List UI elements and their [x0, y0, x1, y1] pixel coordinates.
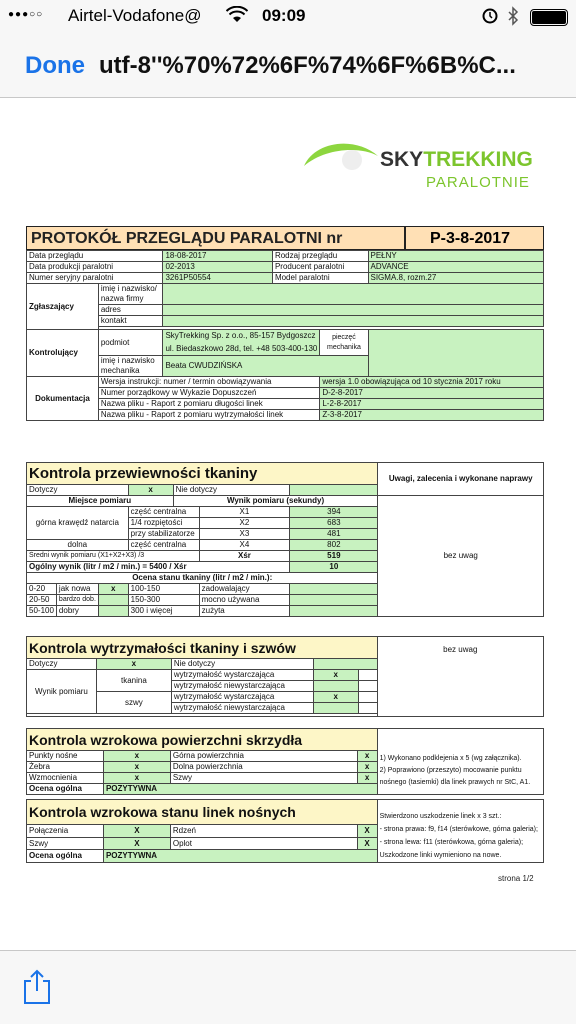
check-szwy-wystarczajaca: x [313, 692, 358, 703]
scale-range: 0-20 [27, 584, 57, 595]
section-przewiewnosc [26, 462, 544, 617]
label-rdzen: Rdzeń [170, 825, 357, 838]
label-wynik-pomiaru: Wynik pomiaru [27, 670, 97, 714]
clock: 09:09 [262, 6, 306, 25]
alarm-icon [481, 6, 499, 29]
label-szwy-3: Szwy [170, 773, 357, 784]
label-gorna-krawedz: górna krawędź natarcia [27, 507, 129, 540]
scale-range: 100-150 [128, 584, 199, 595]
label-polaczenia: Połączenia [27, 825, 104, 838]
label-gorna-powierzchnia: Górna powierzchnia [170, 751, 357, 762]
value-wersja-instrukcji: wersja 1.0 obowiązująca od 10 stycznia 2017 roku [320, 377, 544, 388]
value-ogolny-wynik: 10 [290, 562, 378, 573]
paraglider-icon [300, 136, 380, 186]
label-numer-seryjny: Numer seryjny paralotni [27, 273, 163, 284]
value-x4: 802 [290, 540, 378, 551]
value-numer-porzadkowy: D-2-8-2017 [320, 388, 544, 399]
note-linki-2: - strona prawa: f9, f14 (sterówkowe, górna galeria); [379, 826, 538, 833]
value-raport-wytrzymalosci: Z-3-8-2017 [320, 410, 544, 421]
check-tkanina-niewystarczajaca [313, 681, 358, 692]
check-dotyczy-2: x [96, 659, 171, 670]
label-wzmocnienia: Wzmocnienia [27, 773, 104, 784]
label-dotyczy: Dotyczy [27, 485, 129, 496]
scale-check [290, 584, 378, 595]
label-kontakt: kontakt [98, 316, 163, 327]
label-producent: Producent paralotni [272, 262, 368, 273]
check-wzmocnienia: x [103, 773, 170, 784]
label-dotyczy-2: Dotyczy [27, 659, 97, 670]
label-data-produkcji: Data produkcji paralotni [27, 262, 163, 273]
uwagi-wytrzymalosc: bez uwag [377, 637, 543, 717]
label-szwy-wystarczajaca: wytrzymałość wystarczająca [171, 692, 313, 703]
logo-sky: SKY [380, 148, 424, 171]
scale-label: dobry [56, 606, 98, 617]
note-2: 2) Poprawiono (przeszyto) mocowanie punktu [379, 767, 522, 774]
logo-paralotnie: PARALOTNIE [426, 174, 530, 191]
scale-label: zadowalający [199, 584, 290, 595]
section-title-przewiewnosc: Kontrola przewiewności tkaniny [27, 463, 378, 485]
section-title-linki: Kontrola wzrokowa stanu linek nośnych [27, 800, 378, 825]
value-raport-dlugosci: L-2-8-2017 [320, 399, 544, 410]
label-sredni-wynik: Średni wynik pomiaru (X1+X2+X3) /3 [27, 551, 200, 562]
note-linki-4: Uszkodzone linki wymieniono na nowe. [379, 852, 502, 859]
uwagi-powierzchnia [377, 729, 543, 795]
value-adres [163, 305, 544, 316]
protocol-number: P-3-8-2017 [405, 227, 543, 249]
check-nie-dotyczy [290, 485, 378, 496]
value-data-przegladu: 18-08-2017 [163, 251, 272, 262]
label-rozpietosc: 1/4 rozpiętości [128, 518, 199, 529]
value-ocena-ogolna-4: POZYTYWNA [103, 850, 377, 863]
label-zebra: Żebra [27, 762, 104, 773]
label-data-przegladu: Data przeglądu [27, 251, 163, 262]
nav-bar [0, 34, 576, 98]
label-raport-wytrzymalosci: Nazwa pliku - Raport z pomiaru wytrzymałości linek [98, 410, 320, 421]
check-polaczenia: X [103, 825, 170, 838]
label-ocena-ogolna-4: Ocena ogólna [27, 850, 104, 863]
label-wersja-instrukcji: Wersja instrukcji: numer / termin obowiązywania [98, 377, 320, 388]
scale-range: 300 i więcej [128, 606, 199, 617]
check-dolna-powierzchnia: x [357, 762, 377, 773]
label-nie-dotyczy-2: Nie dotyczy [171, 659, 313, 670]
scale-check [290, 595, 378, 606]
empty [358, 703, 377, 714]
uwagi-przewiewnosc: bez uwag [378, 496, 544, 617]
label-czesc-centralna-2: część centralna [128, 540, 199, 551]
label-dokumentacja: Dokumentacja [27, 377, 99, 421]
protocol-header [26, 226, 544, 250]
label-model: Model paralotni [272, 273, 368, 284]
scale-check [98, 595, 128, 606]
scale-label: bardzo dob. [56, 595, 98, 606]
check-szwy-niewystarczajaca [313, 703, 358, 714]
label-tkanina: tkanina [96, 670, 171, 692]
signal-icon: ●●●○○ [8, 9, 44, 20]
bluetooth-icon [507, 6, 519, 31]
value-ocena-ogolna-3: POZYTYWNA [103, 784, 377, 795]
check-oplot: X [357, 837, 377, 850]
label-dolna: dolna [27, 540, 129, 551]
label-czesc-centralna-1: część centralna [128, 507, 199, 518]
value-data-produkcji: 02-2013 [163, 262, 272, 273]
note-3: nośnego (tasiemki) dla linek prawych nr StC, A1. [379, 779, 531, 786]
note-1: 1) Wykonano podklejenia x 5 (wg załącznika). [379, 755, 522, 762]
section-powierzchnia [26, 728, 544, 795]
check-nie-dotyczy-2 [313, 659, 377, 670]
empty [358, 670, 377, 681]
label-raport-dlugosci: Nazwa pliku - Raport z pomiaru długości linek [98, 399, 320, 410]
label-imie-mechanika: imię i nazwisko mechanika [98, 356, 163, 377]
label-x3: X3 [199, 529, 290, 540]
label-pieczec: pieczęć mechanika [320, 330, 368, 356]
value-x1: 394 [290, 507, 378, 518]
label-nie-dotyczy: Nie dotyczy [173, 485, 290, 496]
label-ocena-tkaniny: Ocena stanu tkaniny (litr / m2 / min.): [27, 573, 378, 584]
status-bar [0, 0, 576, 34]
scale-range: 50-100 [27, 606, 57, 617]
label-stabilizator: przy stabilizatorze [128, 529, 199, 540]
check-zebra: x [103, 762, 170, 773]
label-szwy: szwy [96, 692, 171, 714]
label-szwy-4: Szwy [27, 837, 104, 850]
value-imie-nazwa [163, 284, 544, 305]
scale-range: 20-50 [27, 595, 57, 606]
empty [358, 681, 377, 692]
scale-label: jak nowa [56, 584, 98, 595]
document-title: utf-8''%70%72%6F%74%6F%6B%C... [99, 52, 516, 79]
section-linki [26, 799, 544, 863]
empty [358, 692, 377, 703]
value-kontakt [163, 316, 544, 327]
value-mechanik: Beata CWUDZIŃSKA [163, 356, 368, 377]
note-linki-3: - strona lewa: f11 (sterówkowa, górna galeria); [379, 839, 524, 846]
value-pieczec [368, 330, 544, 377]
label-tkanina-niewystarczajaca: wytrzymałość niewystarczająca [171, 681, 313, 692]
value-podmiot-2: ul. Biedaszkowo 28d, tel. +48 503-400-130 [163, 343, 320, 356]
section-wytrzymalosc [26, 636, 544, 717]
label-kontrolujacy: Kontrolujący [27, 330, 99, 377]
scale-label: zużyta [199, 606, 290, 617]
value-x3: 481 [290, 529, 378, 540]
label-punkty-nosne: Punkty nośne [27, 751, 104, 762]
value-sredni-wynik: 519 [290, 551, 378, 562]
label-zglaszajacy: Zgłaszający [27, 284, 99, 330]
uwagi-header: Uwagi, zalecenia i wykonane naprawy [378, 463, 544, 496]
share-icon[interactable] [22, 969, 52, 1010]
scale-check: x [98, 584, 128, 595]
check-rdzen: X [357, 825, 377, 838]
check-punkty-nosne: x [103, 751, 170, 762]
check-gorna-powierzchnia: x [357, 751, 377, 762]
value-producent: ADVANCE [368, 262, 544, 273]
section-title-wytrzymalosc: Kontrola wytrzymałości tkaniny i szwów [27, 637, 378, 659]
label-ocena-ogolna-3: Ocena ogólna [27, 784, 104, 795]
value-rodzaj: PEŁNY [368, 251, 544, 262]
scale-label: mocno używana [199, 595, 290, 606]
value-model: SIGMA.8, rozm.27 [368, 273, 544, 284]
scale-check [98, 606, 128, 617]
info-table [26, 250, 544, 421]
label-x2: X2 [199, 518, 290, 529]
bottom-toolbar [0, 950, 576, 1024]
check-szwy-4: X [103, 837, 170, 850]
battery-icon [530, 9, 568, 26]
wifi-icon [226, 6, 248, 29]
label-ogolny-wynik: Ogólny wynik (litr / m2 / min.) = 5400 / Xśr [27, 562, 290, 573]
spacer [27, 714, 378, 717]
label-podmiot: podmiot [98, 330, 163, 356]
label-imie-nazwa: imię i nazwisko/ nazwa firmy [98, 284, 163, 305]
label-wynik-sekundy: Wynik pomiaru (sekundy) [173, 496, 378, 507]
label-tkanina-wystarczajaca: wytrzymałość wystarczająca [171, 670, 313, 681]
check-dotyczy: x [128, 485, 173, 496]
label-rodzaj: Rodzaj przeglądu [272, 251, 368, 262]
carrier-name: Airtel-Vodafone@ [68, 6, 202, 25]
logo-trekking: TREKKING [423, 148, 533, 171]
value-numer-seryjny: 3261P50554 [163, 273, 272, 284]
section-title-powierzchnia: Kontrola wzrokowa powierzchni skrzydła [27, 729, 378, 751]
label-szwy-niewystarczajaca: wytrzymałość niewystarczająca [171, 703, 313, 714]
label-x4: X4 [199, 540, 290, 551]
scale-range: 150-300 [128, 595, 199, 606]
label-x1: X1 [199, 507, 290, 518]
skytrekking-logo [298, 136, 538, 196]
done-button[interactable]: Done [25, 52, 85, 79]
page-number: strona 1/2 [498, 874, 534, 883]
note-linki-1: Stwierdzono uszkodzenie linek x 3 szt.: [379, 813, 502, 820]
label-numer-porzadkowy: Numer porządkowy w Wykazie Dopuszczeń [98, 388, 320, 399]
label-miejsce-pomiaru: Miejsce pomiaru [27, 496, 174, 507]
label-dolna-powierzchnia: Dolna powierzchnia [170, 762, 357, 773]
value-podmiot-1: SkyTrekking Sp. z o.o., 85-157 Bydgoszcz [163, 330, 320, 343]
label-xsr: Xśr [199, 551, 290, 562]
label-adres: adres [98, 305, 163, 316]
protocol-title: PROTOKÓŁ PRZEGLĄDU PARALOTNI nr [27, 227, 405, 249]
label-oplot: Oplot [170, 837, 357, 850]
scale-check [290, 606, 378, 617]
value-x2: 683 [290, 518, 378, 529]
check-tkanina-wystarczajaca: x [313, 670, 358, 681]
check-szwy-3: x [357, 773, 377, 784]
uwagi-linki [377, 800, 543, 863]
